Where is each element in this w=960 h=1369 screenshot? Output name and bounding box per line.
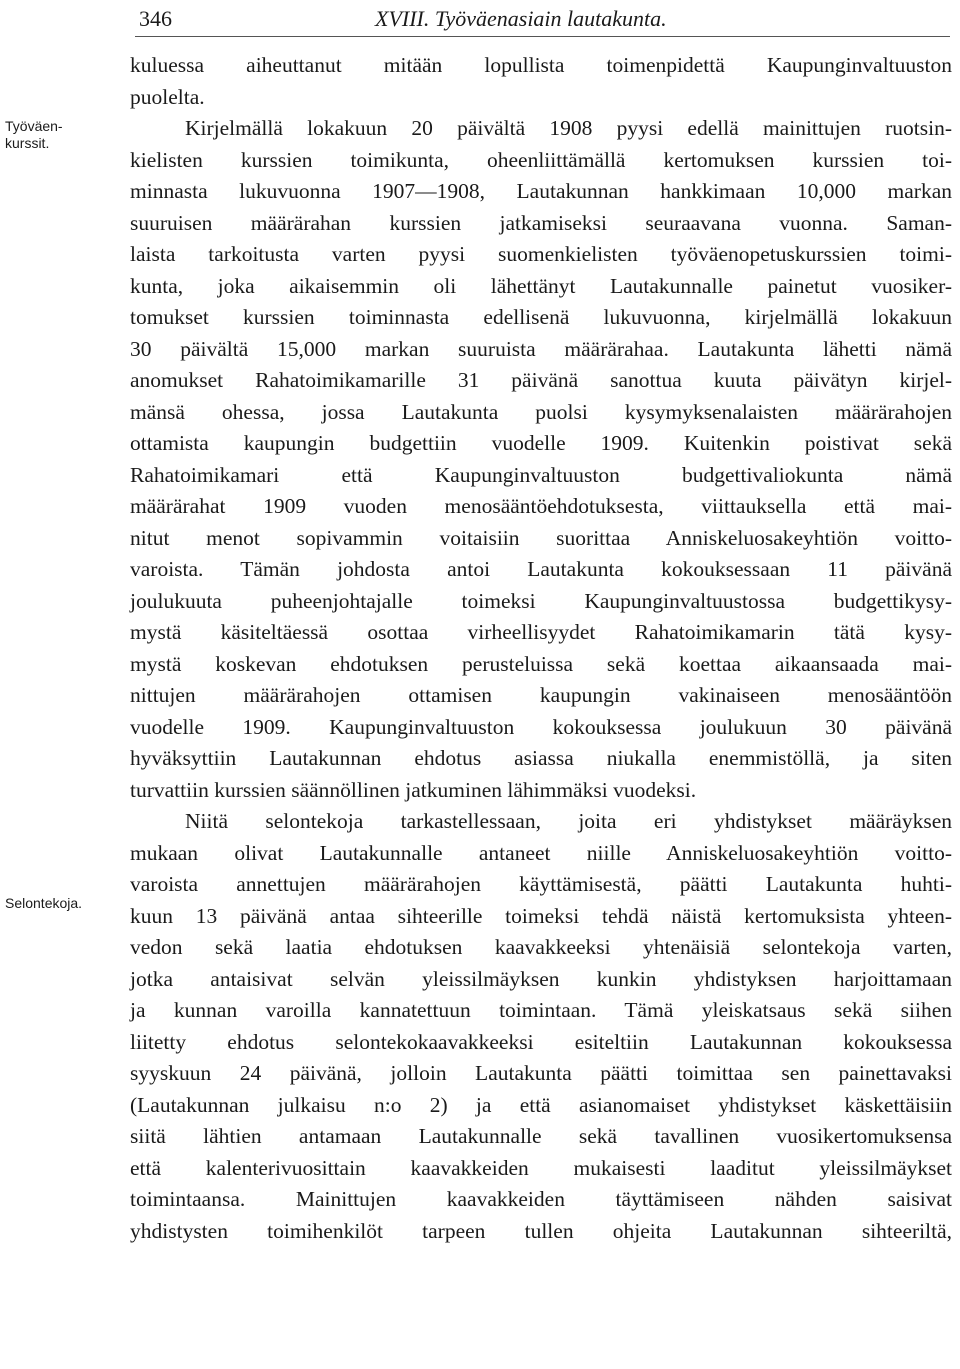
text-line: mystä käsiteltäessä osottaa virheellisyydet Rahatoimikamarin tätä kysy- [130, 620, 952, 644]
text-line: toimintaansa. Mainittujen kaavakkeiden täyttämiseen nähden saisivat [130, 1187, 952, 1211]
page-header [139, 6, 945, 36]
text-line: vedon sekä laatia ehdotuksen kaavakkeeksi yhtenäisiä selontekoja varten, [130, 935, 952, 959]
margin-note-tyovaenkurssit: Työväen- kurssit. [5, 118, 63, 151]
text-line: hyväksyttiin Lautakunnan ehdotus asiassa niukalla enemmistöllä, ja siten [130, 746, 952, 770]
text-line: määrärahat 1909 vuoden menosääntöehdotuksesta, viittauksella että mai- [130, 494, 952, 518]
text-line: joulukuuta puheenjohtajalle toimeksi Kaupunginvaltuustossa budgettikysy- [130, 588, 952, 613]
text-line: (Lautakunnan julkaisu n:o 2) ja että asianomaiset yhdistykset käskettäisiin [130, 1092, 952, 1117]
text-line: ja kunnan varoilla kannatettuun toimintaan. Tämä yleiskatsaus sekä siihen [130, 998, 952, 1022]
text-line: jotka antaisivat selvän yleissilmäyksen kunkin yhdistyksen harjoittamaan [130, 966, 952, 991]
text-line: kielisten kurssien toimikunta, oheenliittämällä kertomuksen kurssien toi- [130, 147, 952, 172]
body-text [130, 50, 952, 1247]
text-line: 30 päivältä 15,000 markan suuruista määrärahaa. Lautakunta lähetti nämä [130, 336, 952, 361]
page-number: 346 [139, 6, 172, 31]
text-line: yhdistysten toimihenkilöt tarpeen tullen ohjeita Lautakunnan sihteeriltä, [130, 1218, 952, 1243]
text-line: minnasta lukuvuonna 1907—1908, Lautakunnan hankkimaan 10,000 markan [130, 179, 952, 203]
text-line: kunta, joka aikaisemmin oli lähettänyt Lautakunnalle painetut vuosiker- [130, 273, 952, 298]
text-line: vuodelle 1909. Kaupunginvaltuuston kokouksessa joulukuun 30 päivänä [130, 714, 952, 739]
text-line: mukaan olivat Lautakunnalle antaneet niille Anniskeluosakeyhtiön voitto- [130, 840, 952, 865]
text-line: Kirjelmällä lokakuun 20 päivältä 1908 pyysi edellä mainittujen ruotsin- [185, 116, 952, 140]
text-line: suuruisen määrärahan kurssien jatkamiseksi seuraavana vuonna. Saman- [130, 210, 952, 235]
text-line: turvattiin kurssien säännöllinen jatkuminen lähimmäksi vuodeksi. [130, 777, 697, 802]
text-line: nitut menot sopivammin voitaisiin suorittaa Anniskeluosakeyhtiön voitto- [130, 525, 952, 550]
text-line: siitä lähtien antamaan Lautakunnalle sekä tavallinen vuosikertomuksensa [130, 1124, 952, 1148]
text-line: kuluessa aiheuttanut mitään lopullista toimenpidettä Kaupunginvaltuuston [130, 53, 952, 77]
text-line: liitetty ehdotus selontekokaavakkeeksi esiteltiin Lautakunnan kokouksessa [130, 1029, 952, 1054]
text-line: Rahatoimikamari että Kaupunginvaltuuston budgettivaliokunta nämä [130, 462, 952, 487]
text-line: että kalenterivuosittain kaavakkeiden mukaisesti laaditut yleissilmäykset [130, 1155, 952, 1180]
text-line: varoista. Tämän johdosta antoi Lautakunta kokouksessaan 11 päivänä [130, 557, 952, 581]
text-line: anomukset Rahatoimikamarille 31 päivänä sanottua kuuta päivätyn kirjel- [130, 368, 952, 392]
text-line: tomukset kurssien toiminnasta edellisenä lukuvuonna, kirjelmällä lokakuun [130, 305, 952, 329]
text-line: Niitä selontekoja tarkastellessaan, joita eri yhdistykset määräyksen [185, 809, 952, 833]
text-line: varoista annettujen määrärahojen käyttämisestä, päätti Lautakunta huhti- [130, 872, 952, 896]
header-rule [135, 36, 950, 37]
text-line: mänsä ohessa, jossa Lautakunta puolsi kysymyksenalaisten määrärahojen [130, 399, 952, 424]
text-line: nittujen määrärahojen ottamisen kaupungin vakinaiseen menosääntöön [130, 683, 952, 707]
running-title: XVIII. Työväenasiain lautakunta. [375, 6, 667, 31]
text-line: laista tarkoitusta varten pyysi suomenkielisten työväenopetuskurssien toimi- [130, 242, 952, 266]
text-line: ottamista kaupungin budgettiin vuodelle 1909. Kuitenkin poistivat sekä [130, 431, 952, 455]
text-line: puolelta. [130, 84, 205, 109]
text-line: syyskuun 24 päivänä, jolloin Lautakunta päätti toimittaa sen painettavaksi [130, 1061, 952, 1085]
text-line: mystä koskevan ehdotuksen perusteluissa sekä koettaa aikaansaada mai- [130, 651, 952, 676]
text-line: kuun 13 päivänä antaa sihteerille toimeksi tehdä näistä kertomuksista yhteen- [130, 903, 952, 928]
margin-note-selontekoja: Selontekoja. [5, 895, 83, 911]
